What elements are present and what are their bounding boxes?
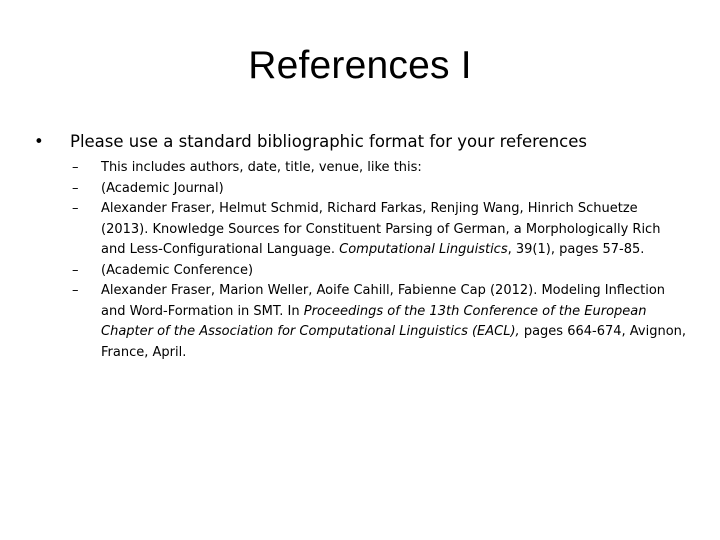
sub-item-journal-label — [72, 179, 684, 200]
slide-title: References I — [248, 44, 472, 87]
sub-item-intro — [72, 158, 684, 179]
reference-line — [101, 240, 684, 261]
reference-line — [101, 302, 684, 323]
reference-line: Alexander Fraser, Helmut Schmid, Richard Farkas, Renjing Wang, Hinrich Schuetze — [101, 201, 638, 216]
bullet-marker: • — [34, 132, 44, 151]
sub-item-journal-reference — [72, 199, 684, 261]
dash-marker: – — [72, 283, 79, 298]
sub-item-text: (Academic Journal) — [101, 180, 224, 196]
sub-item-text: (Academic Conference) — [101, 262, 254, 278]
proceedings-name: Proceedings of the 13th Conference of the European — [303, 303, 647, 319]
journal-name: Computational Linguistics — [339, 242, 508, 257]
reference-text: and Less-Configurational Language. — [101, 242, 340, 257]
sub-item-text: This includes authors, date, title, venue, like this: — [101, 160, 422, 175]
reference-line — [101, 322, 687, 343]
proceedings-name: Chapter of the Association for Computational Linguistics (EACL), — [101, 324, 520, 339]
reference-text: and Word-Formation in SMT. In — [101, 303, 304, 319]
sub-item-conference-label — [72, 261, 684, 282]
reference-line: Alexander Fraser, Marion Weller, Aoife Cahill, Fabienne Cap (2012). Modeling Inflection — [101, 283, 666, 298]
bullet-text: Please use a standard bibliographic format for your references — [70, 132, 587, 151]
reference-line: France, April. — [101, 344, 187, 360]
dash-marker: – — [72, 180, 79, 196]
reference-text: , 39(1), pages 57-85. — [507, 242, 645, 257]
dash-marker: – — [72, 160, 79, 175]
sub-bullet-list — [72, 158, 687, 363]
dash-marker: – — [72, 201, 79, 216]
reference-line: (2013). Knowledge Sources for Constituent Parsing of German, a Morphologically Rich — [101, 221, 661, 237]
sub-item-conference-reference — [72, 281, 687, 363]
dash-marker: – — [72, 262, 79, 278]
reference-text: pages 664-674, Avignon, — [519, 324, 687, 339]
